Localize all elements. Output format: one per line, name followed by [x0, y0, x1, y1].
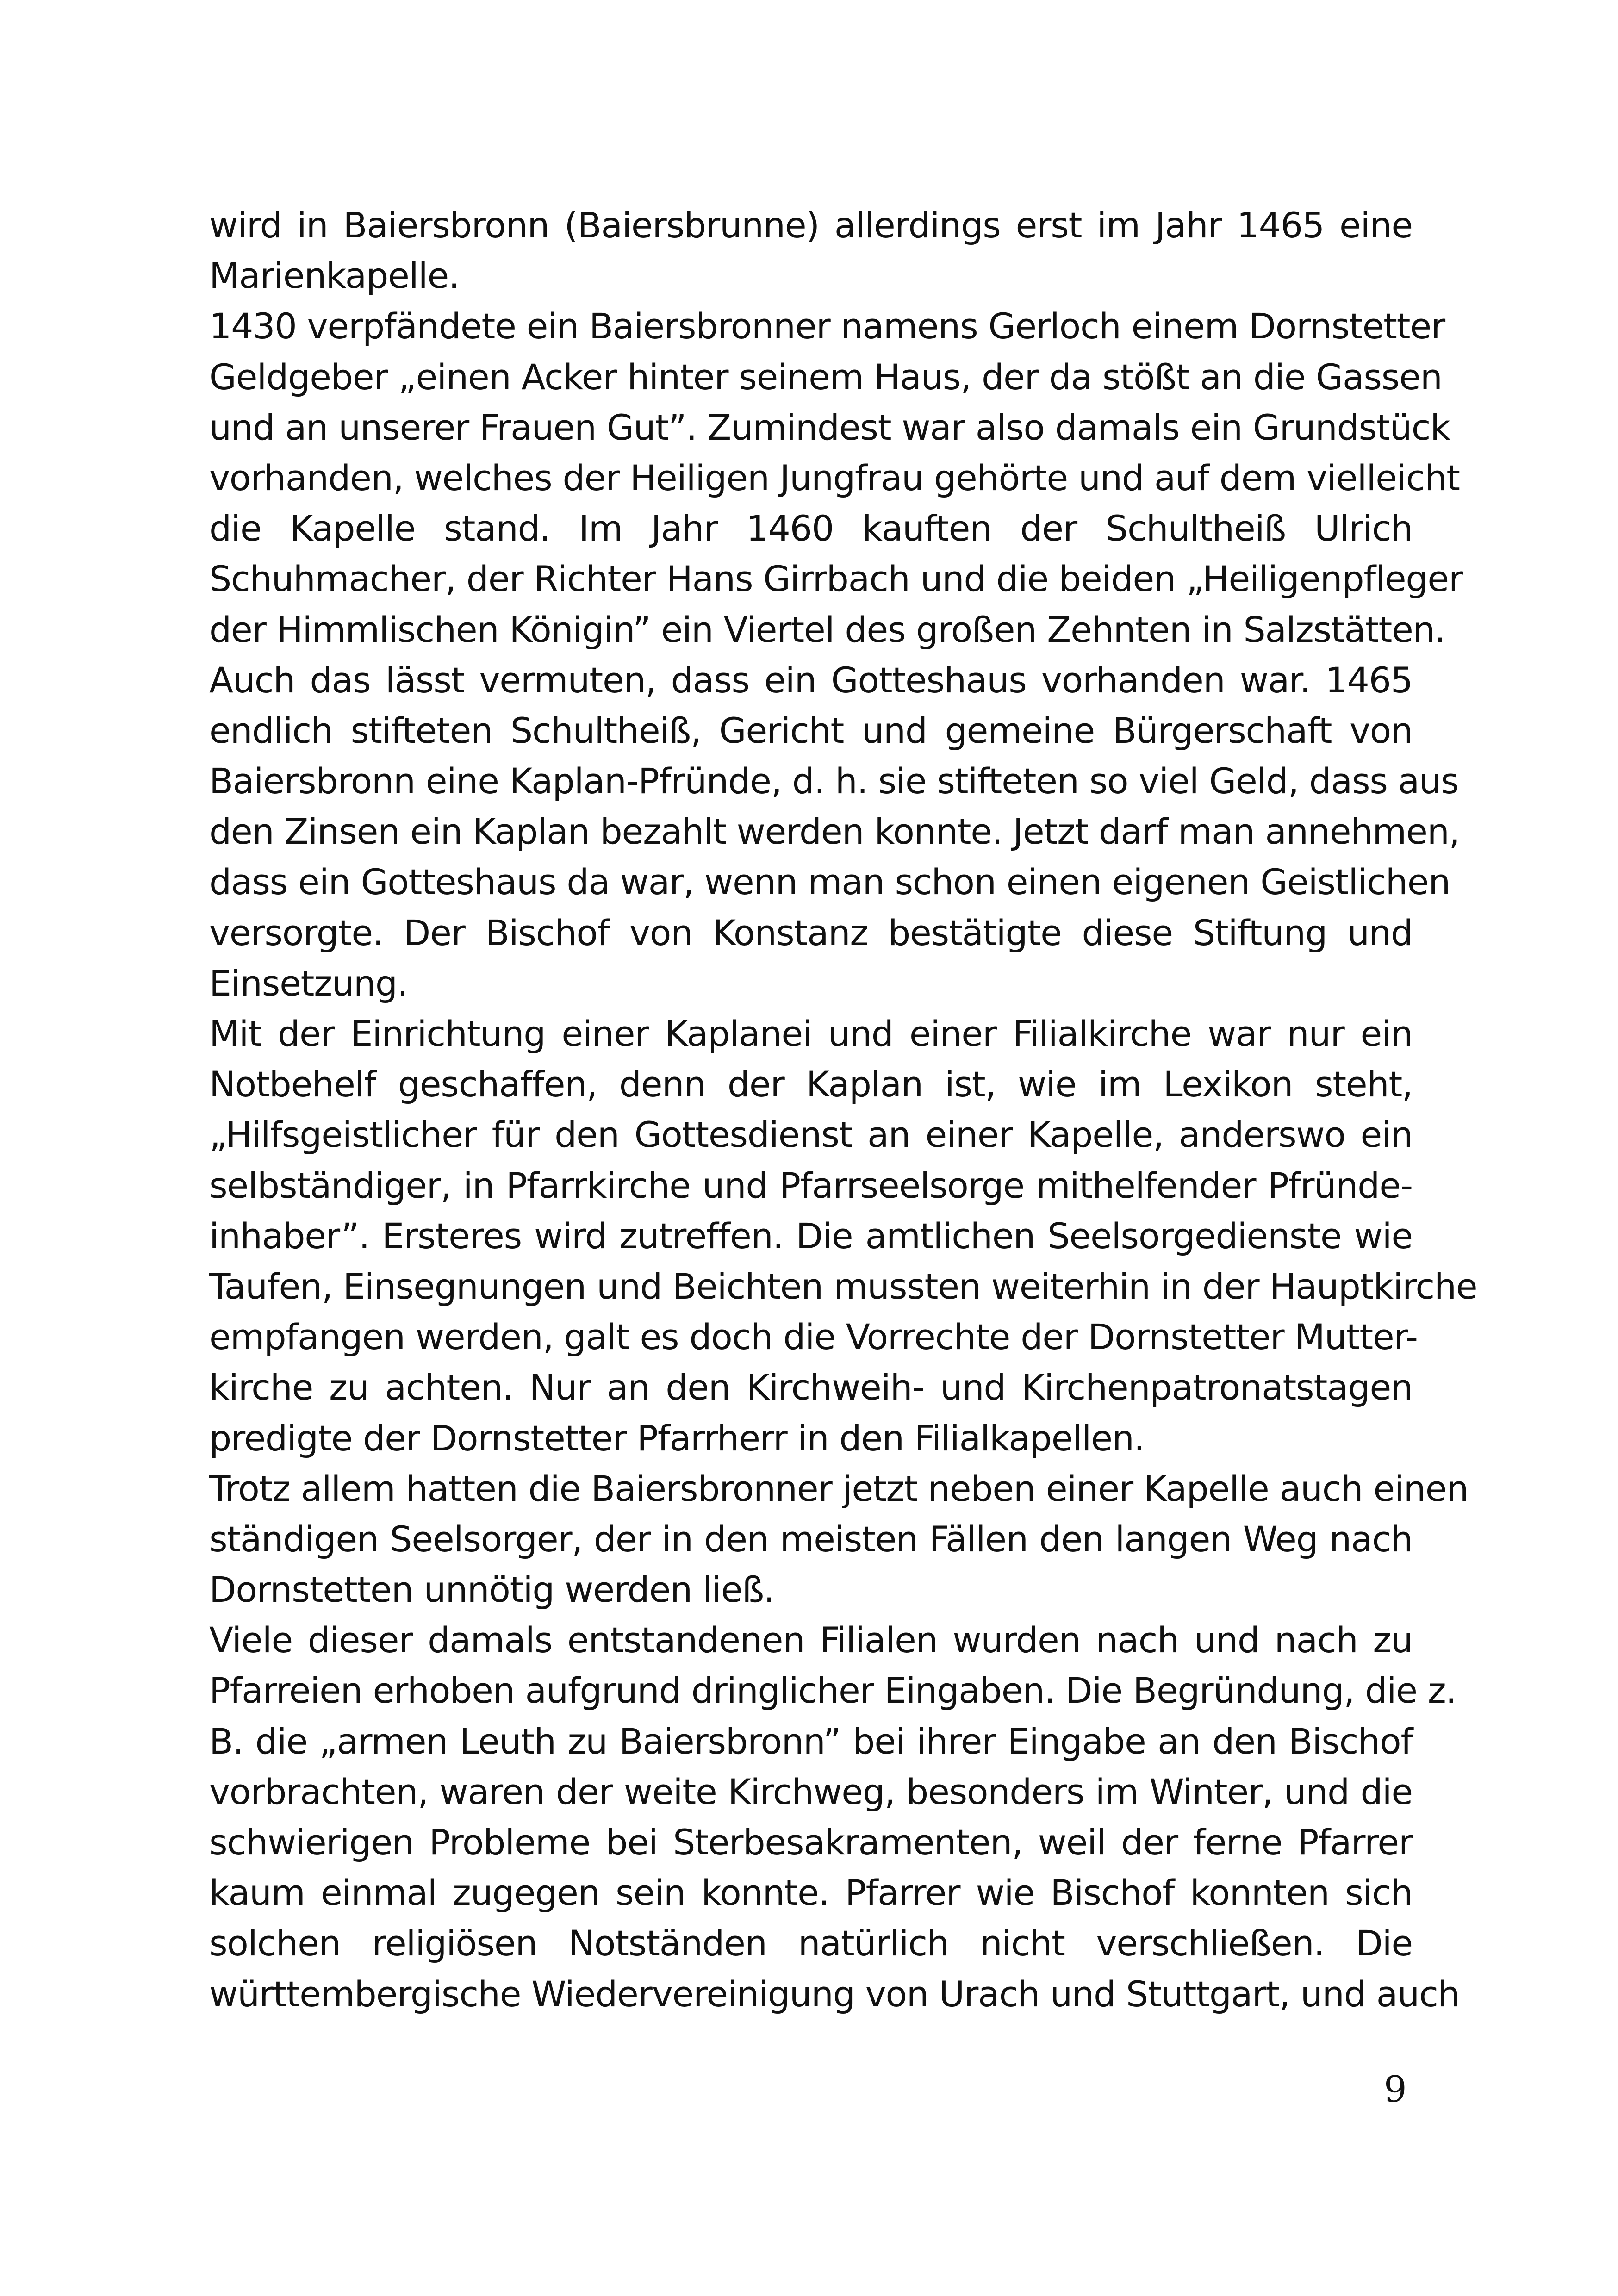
text-line: vorbrachten, waren der weite Kirchweg, besonders im Winter, und die [209, 1771, 1413, 1812]
text-line: die Kapelle stand. Im Jahr 1460 kauften der Schultheiß Ulrich [209, 508, 1413, 549]
text-line: predigte der Dornstetter Pfarrherr in den Filialkapellen. [209, 1417, 1145, 1459]
text-line: Auch das lässt vermuten, dass ein Gotteshaus vorhanden war. 1465 [209, 659, 1413, 701]
text-line: Einsetzung. [209, 962, 408, 1004]
text-line: württembergische Wiedervereinigung von Urach und Stuttgart, und auch [209, 1973, 1460, 2015]
text-line: Taufen, Einsegnungen und Beichten mussten weiterhin in der Hauptkirche [209, 1265, 1477, 1307]
text-line: ständigen Seelsorger, der in den meisten Fällen den langen Weg nach [209, 1518, 1413, 1560]
text-line: empfangen werden, galt es doch die Vorrechte der Dornstetter Mutter- [209, 1316, 1418, 1358]
text-line: Baiersbronn eine Kaplan-Pfründe, d. h. sie stifteten so viel Geld, dass aus [209, 760, 1459, 802]
text-line: B. die „armen Leuth zu Baiersbronn” bei ihrer Eingabe an den Bischof [209, 1720, 1413, 1762]
document-body [209, 200, 1477, 2019]
text-line: kaum einmal zugegen sein konnte. Pfarrer wie Bischof konnten sich [209, 1872, 1413, 1914]
text-line: inhaber”. Ersteres wird zutreffen. Die amtlichen Seelsorgedienste wie [209, 1215, 1413, 1257]
text-line: schwierigen Probleme bei Sterbesakramenten, weil der ferne Pfarrer [209, 1822, 1413, 1863]
text-line: „Hilfsgeistlicher für den Gottesdienst an einer Kapelle, anderswo ein [209, 1114, 1413, 1156]
text-line: selbständiger, in Pfarrkirche und Pfarrseelsorge mithelfender Pfründe- [209, 1164, 1413, 1206]
text-line: 1430 verpfändete ein Baiersbronner namens Gerloch einem Dornstetter [209, 305, 1445, 347]
text-line: endlich stifteten Schultheiß, Gericht und gemeine Bürgerschaft von [209, 709, 1413, 751]
text-line: und an unserer Frauen Gut”. Zumindest war also damals ein Grundstück [209, 406, 1450, 448]
text-line: Notbehelf geschaffen, denn der Kaplan ist, wie im Lexikon steht, [209, 1064, 1413, 1105]
page-number: 9 [1384, 2069, 1407, 2110]
text-line: Schuhmacher, der Richter Hans Girrbach und die beiden „Heiligenpfleger [209, 558, 1463, 600]
text-line: wird in Baiersbronn (Baiersbrunne) allerdings erst im Jahr 1465 eine [209, 205, 1413, 246]
text-line: Trotz allem hatten die Baiersbronner jetzt neben einer Kapelle auch einen [209, 1468, 1469, 1509]
text-line: Dornstetten unnötig werden ließ. [209, 1569, 775, 1611]
text-line: der Himmlischen Königin” ein Viertel des großen Zehnten in Salzstätten. [209, 609, 1445, 650]
text-line: solchen religiösen Notständen natürlich nicht verschließen. Die [209, 1923, 1413, 1964]
text-line: Mit der Einrichtung einer Kaplanei und einer Filialkirche war nur ein [209, 1013, 1413, 1054]
text-line: den Zinsen ein Kaplan bezahlt werden konnte. Jetzt darf man annehmen, [209, 811, 1460, 852]
text-line: Marienkapelle. [209, 255, 460, 297]
text-line: vorhanden, welches der Heiligen Jungfrau gehörte und auf dem vielleicht [209, 457, 1460, 498]
text-line: versorgte. Der Bischof von Konstanz bestätigte diese Stiftung und [209, 912, 1413, 953]
text-line: Viele dieser damals entstandenen Filialen wurden nach und nach zu [209, 1619, 1413, 1661]
text-line: dass ein Gotteshaus da war, wenn man schon einen eigenen Geistlichen [209, 861, 1450, 903]
text-line: Geldgeber „einen Acker hinter seinem Haus, der da stößt an die Gassen [209, 356, 1442, 398]
text-line: kirche zu achten. Nur an den Kirchweih- und Kirchenpatronatstagen [209, 1367, 1413, 1408]
text-line: Pfarreien erhoben aufgrund dringlicher Eingaben. Die Begründung, die z. [209, 1670, 1456, 1711]
